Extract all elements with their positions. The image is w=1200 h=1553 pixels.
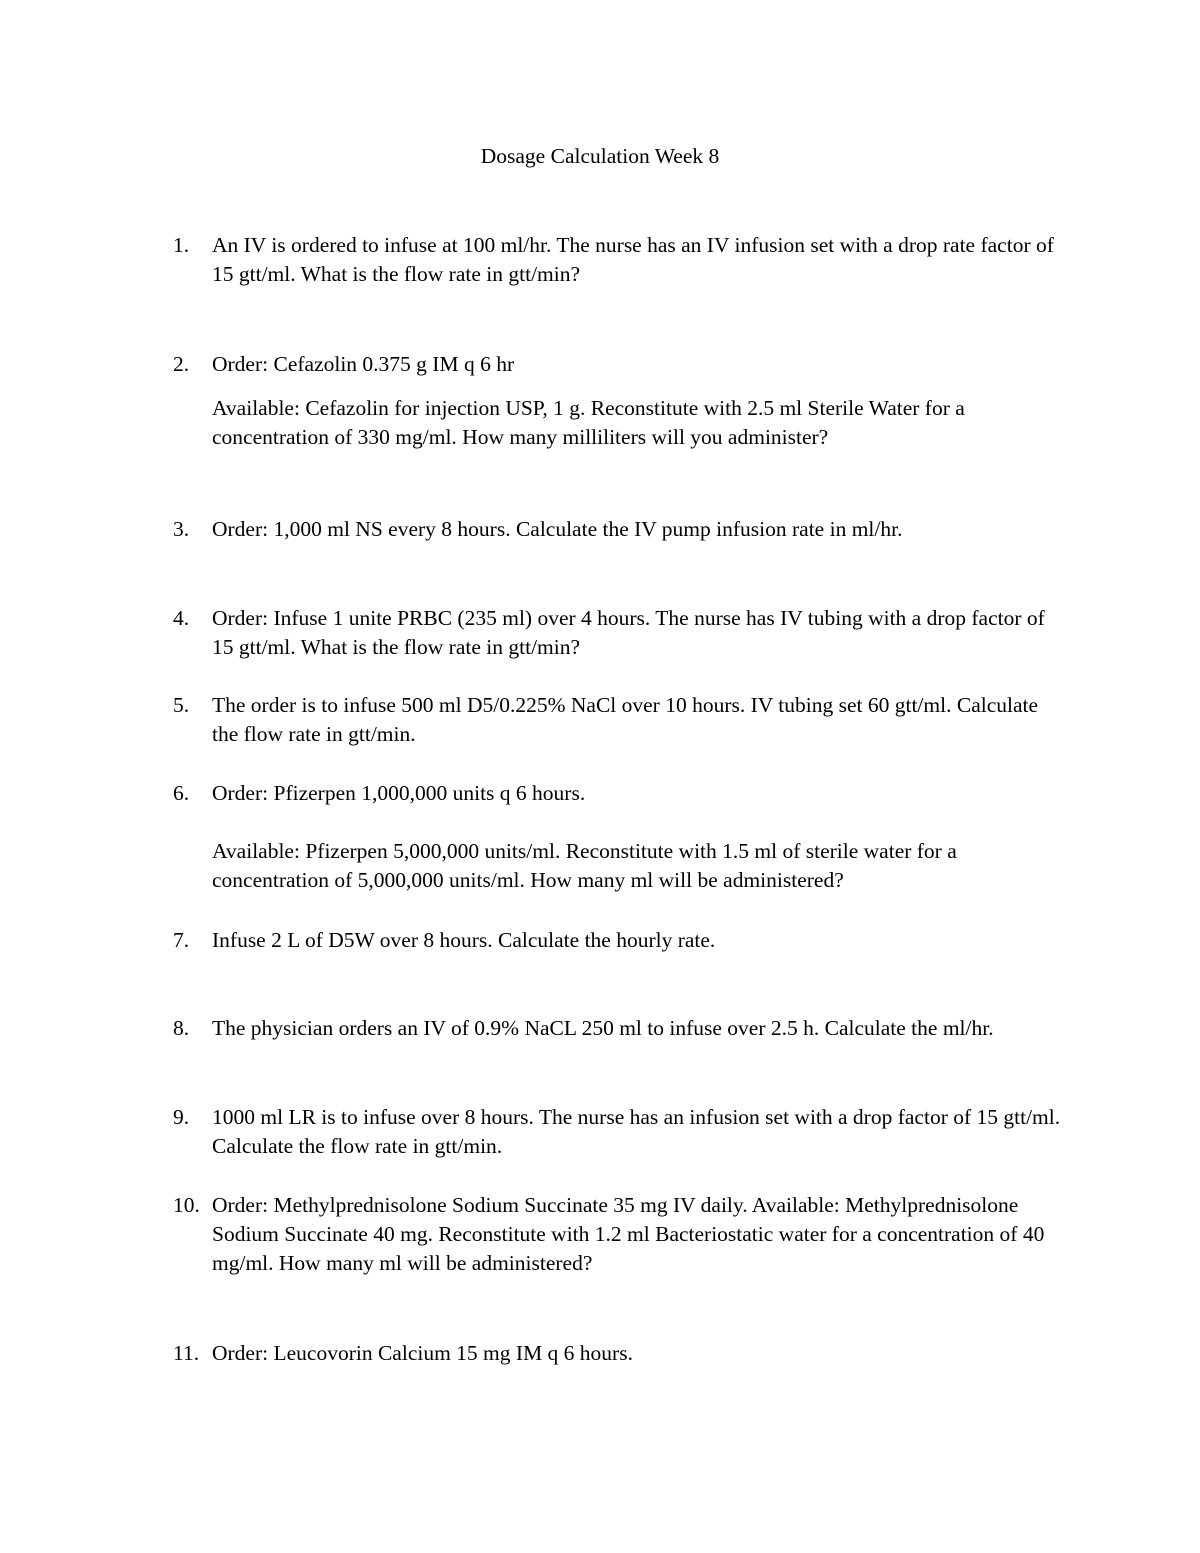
question-2 [173,350,1073,452]
question-text: Infuse 2 L of D5W over 8 hours. Calculate the hourly rate. [212,928,716,952]
question-text: Order: Pfizerpen 1,000,000 units q 6 hours. [212,781,586,805]
question-number: 9. [173,1105,190,1129]
question-number: 7. [173,928,190,952]
question-1 [173,231,1073,289]
question-10 [173,1191,1073,1278]
question-available-text: Available: Pfizerpen 5,000,000 units/ml. Reconstitute with 1.5 ml of sterile water for a concentration of 5,000,000 units/ml. How many ml will be administered? [212,839,957,892]
question-available-text: Available: Cefazolin for injection USP, 1 g. Reconstitute with 2.5 ml Sterile Water for a concentration of 330 mg/ml. How many milliliters will you administer? [212,396,965,449]
question-text: Order: Infuse 1 unite PRBC (235 ml) over 4 hours. The nurse has IV tubing with a drop factor of 15 gtt/ml. What is the flow rate in gtt/min? [212,606,1045,659]
question-text: The order is to infuse 500 ml D5/0.225% NaCl over 10 hours. IV tubing set 60 gtt/ml. Calculate the flow rate in gtt/min. [212,693,1039,746]
question-number: 10. [173,1193,200,1217]
question-7 [173,926,1073,955]
question-text: 1000 ml LR is to infuse over 8 hours. The nurse has an infusion set with a drop factor of 15 gtt/ml. Calculate the flow rate in gtt/min. [212,1105,1061,1158]
question-number: 1. [173,233,190,257]
question-text: Order: Methylprednisolone Sodium Succinate 35 mg IV daily. Available: Methylprednisolone Sodium Succinate 40 mg. Reconstitute with 1.2 ml Bacteriostatic water for a concentration of 40 mg/ml. How many ml will be administered? [212,1193,1045,1275]
question-5 [173,691,1073,749]
question-9 [173,1103,1073,1161]
question-number: 2. [173,352,190,376]
question-4 [173,604,1073,662]
question-number: 11. [173,1341,200,1365]
document-title: Dosage Calculation Week 8 [480,144,720,168]
question-text: Order: 1,000 ml NS every 8 hours. Calculate the IV pump infusion rate in ml/hr. [212,517,903,541]
question-text: An IV is ordered to infuse at 100 ml/hr. The nurse has an IV infusion set with a drop rate factor of 15 gtt/ml. What is the flow rate in gtt/min? [212,233,1054,286]
question-11 [173,1339,1073,1368]
question-number: 4. [173,606,190,630]
question-3 [173,515,1073,544]
question-text: Order: Cefazolin 0.375 g IM q 6 hr [212,352,515,376]
question-6 [173,779,1073,895]
question-number: 6. [173,781,190,805]
question-number: 8. [173,1016,190,1040]
question-8 [173,1014,1073,1043]
question-text: The physician orders an IV of 0.9% NaCL 250 ml to infuse over 2.5 h. Calculate the ml/hr. [212,1016,994,1040]
question-number: 3. [173,517,190,541]
question-number: 5. [173,693,190,717]
question-text: Order: Leucovorin Calcium 15 mg IM q 6 hours. [212,1341,633,1365]
